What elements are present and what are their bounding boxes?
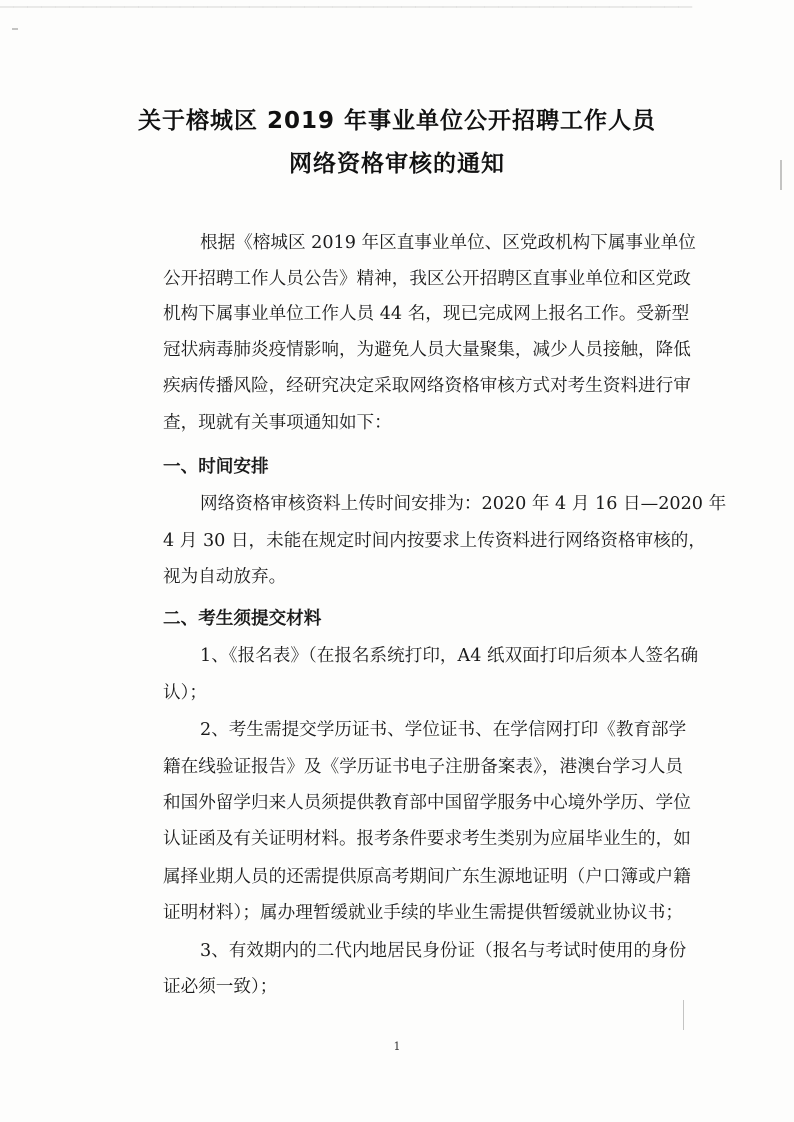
intro-line: 疾病传播风险，经研究决定采取网络资格审核方式对考生资料进行审 (163, 376, 691, 396)
intro-line: 查，现就有关事项通知如下： (163, 413, 392, 433)
item3-line: 证必须一致）； (163, 977, 278, 997)
section-heading-time: 一、时间安排 (163, 457, 269, 477)
item2-line: 2、考生需提交学历证书、学位证书、在学信网打印《教育部学 (200, 720, 687, 740)
item3-line: 3、有效期内的二代内地居民身份证（报名与考试时使用的身份 (200, 941, 687, 961)
scan-edge-mark (683, 1000, 684, 1030)
item2-line: 属择业期人员的还需提供原高考期间广东生源地证明（户口簿或户籍 (163, 867, 691, 887)
intro-line: 公开招聘工作人员公告》精神，我区公开招聘区直事业单位和区党政 (163, 269, 691, 289)
item2-line: 证明材料）；属办理暂缓就业手续的毕业生需提供暂缓就业协议书； (163, 903, 683, 923)
section1-line: 4 月 30 日，未能在规定时间内按要求上传资料进行网络资格审核的， (163, 531, 706, 551)
section-heading-materials: 二、考生须提交材料 (163, 609, 322, 629)
scan-speck (12, 28, 18, 30)
document-title-line-1: 关于榕城区 2019 年事业单位公开招聘工作人员 (137, 108, 657, 134)
item2-line: 和国外留学归来人员须提供教育部中国留学服务中心境外学历、学位 (163, 793, 691, 813)
page-number: 1 (393, 1040, 401, 1053)
section1-line: 网络资格审核资料上传时间安排为：2020 年 4 月 16 日—2020 年 (200, 494, 727, 514)
item2-line: 籍在线验证报告》及《学历证书电子注册备案表》，港澳台学习人员 (163, 757, 683, 777)
item2-line: 认证函及有关证明材料。报考条件要求考生类别为应届毕业生的，如 (163, 829, 691, 849)
item1-line: 1、《报名表》（在报名系统打印，A4 纸双面打印后须本人签名确 (200, 646, 699, 666)
document-title-line-2: 网络资格审核的通知 (289, 151, 505, 177)
intro-line: 根据《榕城区 2019 年区直事业单位、区党政机构下属事业单位 (200, 233, 696, 253)
scan-bleed-through: ▔▔▔▔▔▔▔▔▔▔▔▔▔▔▔▔▔▔▔▔▔▔▔▔▔▔▔▔▔▔▔▔▔▔▔▔▔▔▔▔▔▔▔▔▔▔▔▔▔▔ (0, 6, 693, 27)
item1-line: 认）； (163, 683, 207, 703)
intro-line: 冠状病毒肺炎疫情影响，为避免人员大量聚集，减少人员接触，降低 (163, 340, 691, 360)
intro-line: 机构下属事业单位工作人员 44 名，现已完成网上报名工作。受新型 (163, 304, 690, 324)
section1-line: 视为自动放弃。 (163, 567, 287, 587)
